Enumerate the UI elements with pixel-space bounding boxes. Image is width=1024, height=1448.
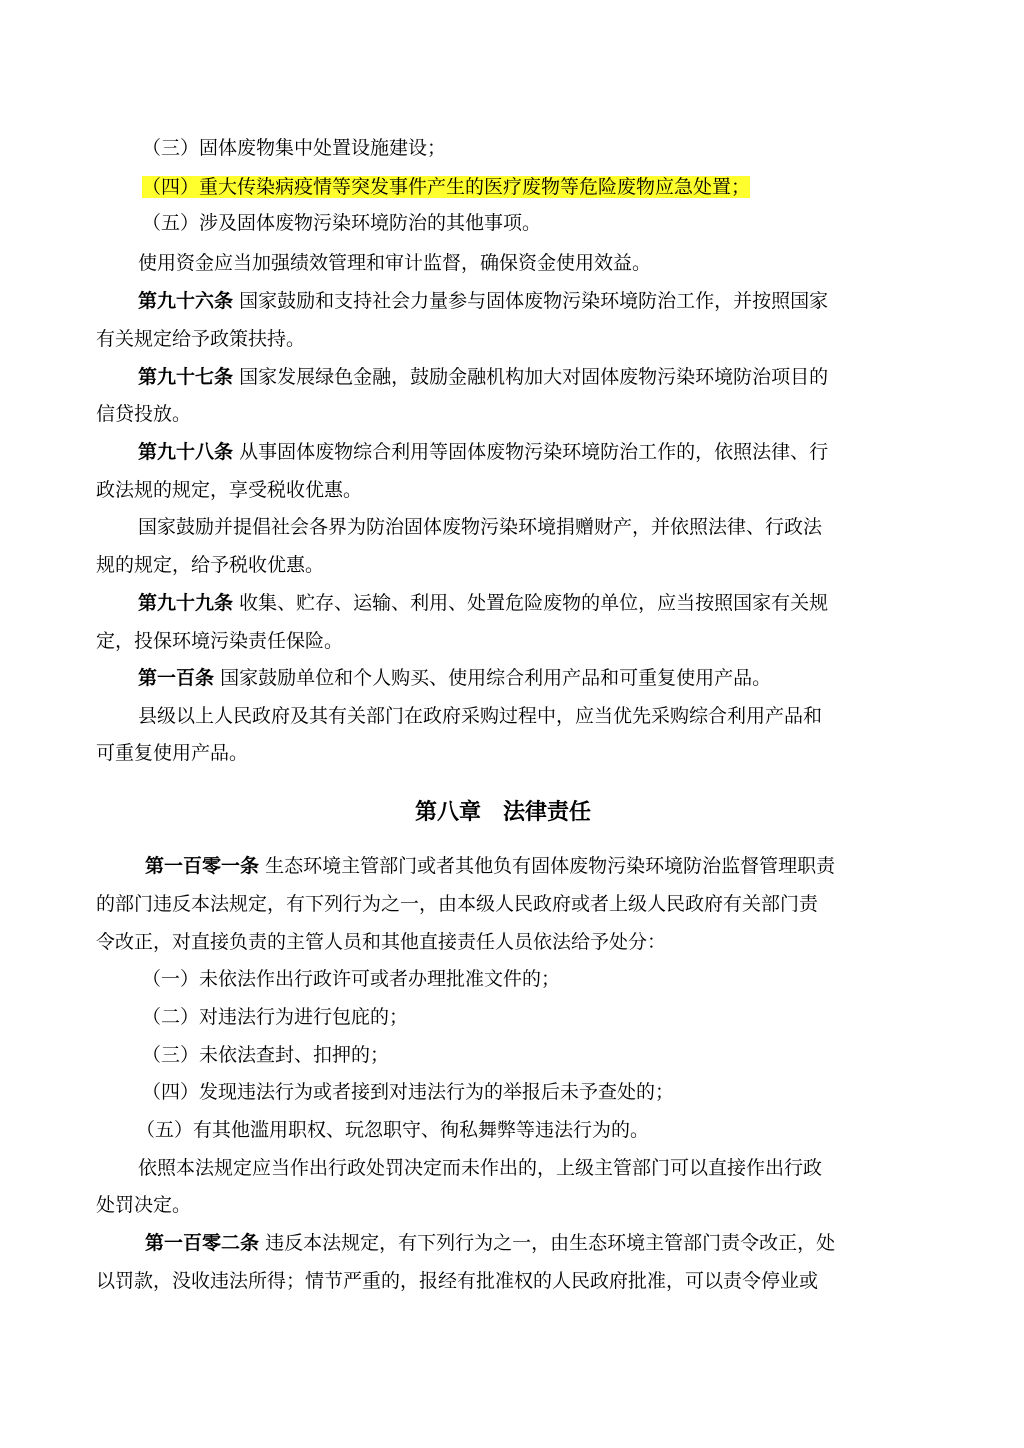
highlighted-list-item: （四）重大传染病疫情等突发事件产生的医疗废物等危险废物应急处置； (142, 176, 751, 198)
article-label: 第一百条 (138, 667, 215, 689)
article-98-line: 第九十八条 从事固体废物综合利用等固体废物污染环境防治工作的，依照法律、行 (138, 441, 829, 463)
paragraph-line: 处罚决定。 (96, 1194, 192, 1216)
list-item: （一）未依法作出行政许可或者办理批准文件的； (142, 968, 561, 990)
paragraph-line: 定，投保环境污染责任保险。 (96, 630, 344, 652)
paragraph-line: 令改正，对直接负责的主管人员和其他直接责任人员依法给予处分： (96, 931, 667, 953)
article-102-line: 第一百零二条 违反本法规定，有下列行为之一，由生态环境主管部门责令改正，处 (145, 1232, 836, 1254)
paragraph-line: 信贷投放。 (96, 403, 192, 425)
article-label: 第一百零一条 (145, 855, 260, 877)
article-label: 第九十八条 (138, 441, 234, 463)
paragraph-line: 可重复使用产品。 (96, 742, 249, 764)
paragraph-line: 使用资金应当加强绩效管理和审计监督，确保资金使用效益。 (138, 252, 652, 274)
paragraph-line: 规的规定，给予税收优惠。 (96, 554, 325, 576)
paragraph-line: 县级以上人民政府及其有关部门在政府采购过程中，应当优先采购综合利用产品和 (138, 705, 823, 727)
list-item: （四）发现违法行为或者接到对违法行为的举报后未予查处的； (142, 1081, 675, 1103)
article-99-line: 第九十九条 收集、贮存、运输、利用、处置危险废物的单位，应当按照国家有关规 (138, 592, 829, 614)
article-97-line: 第九十七条 国家发展绿色金融，鼓励金融机构加大对固体废物污染环境防治项目的 (138, 366, 829, 388)
article-label: 第一百零二条 (145, 1232, 260, 1254)
article-label: 第九十七条 (138, 366, 234, 388)
chapter-title: 第八章 法律责任 (415, 799, 592, 825)
list-item: （五）有其他滥用职权、玩忽职守、徇私舞弊等违法行为的。 (136, 1119, 650, 1141)
paragraph-line: 国家鼓励并提倡社会各界为防治固体废物污染环境捐赠财产，并依照法律、行政法 (138, 516, 823, 538)
article-100-line: 第一百条 国家鼓励单位和个人购买、使用综合利用产品和可重复使用产品。 (138, 667, 772, 689)
paragraph-line: 以罚款，没收违法所得；情节严重的，报经有批准权的人民政府批准，可以责令停业或 (96, 1270, 819, 1292)
list-item: （五）涉及固体废物污染环境防治的其他事项。 (142, 212, 542, 234)
paragraph-line: 的部门违反本法规定，有下列行为之一，由本级人民政府或者上级人民政府有关部门责 (96, 893, 819, 915)
paragraph-line: 依照本法规定应当作出行政处罚决定而未作出的，上级主管部门可以直接作出行政 (138, 1157, 823, 1179)
paragraph-line: 有关规定给予政策扶持。 (96, 328, 306, 350)
article-101-line: 第一百零一条 生态环境主管部门或者其他负有固体废物污染环境防治监督管理职责 (145, 855, 836, 877)
list-item: （二）对违法行为进行包庇的； (142, 1006, 409, 1028)
article-label: 第九十六条 (138, 290, 234, 312)
article-96-line: 第九十六条 国家鼓励和支持社会力量参与固体废物污染环境防治工作，并按照国家 (138, 290, 829, 312)
list-item: （三）固体废物集中处置设施建设； (142, 137, 447, 159)
list-item: （三）未依法查封、扣押的； (142, 1044, 390, 1066)
paragraph-line: 政法规的规定，享受税收优惠。 (96, 479, 363, 501)
article-label: 第九十九条 (138, 592, 234, 614)
